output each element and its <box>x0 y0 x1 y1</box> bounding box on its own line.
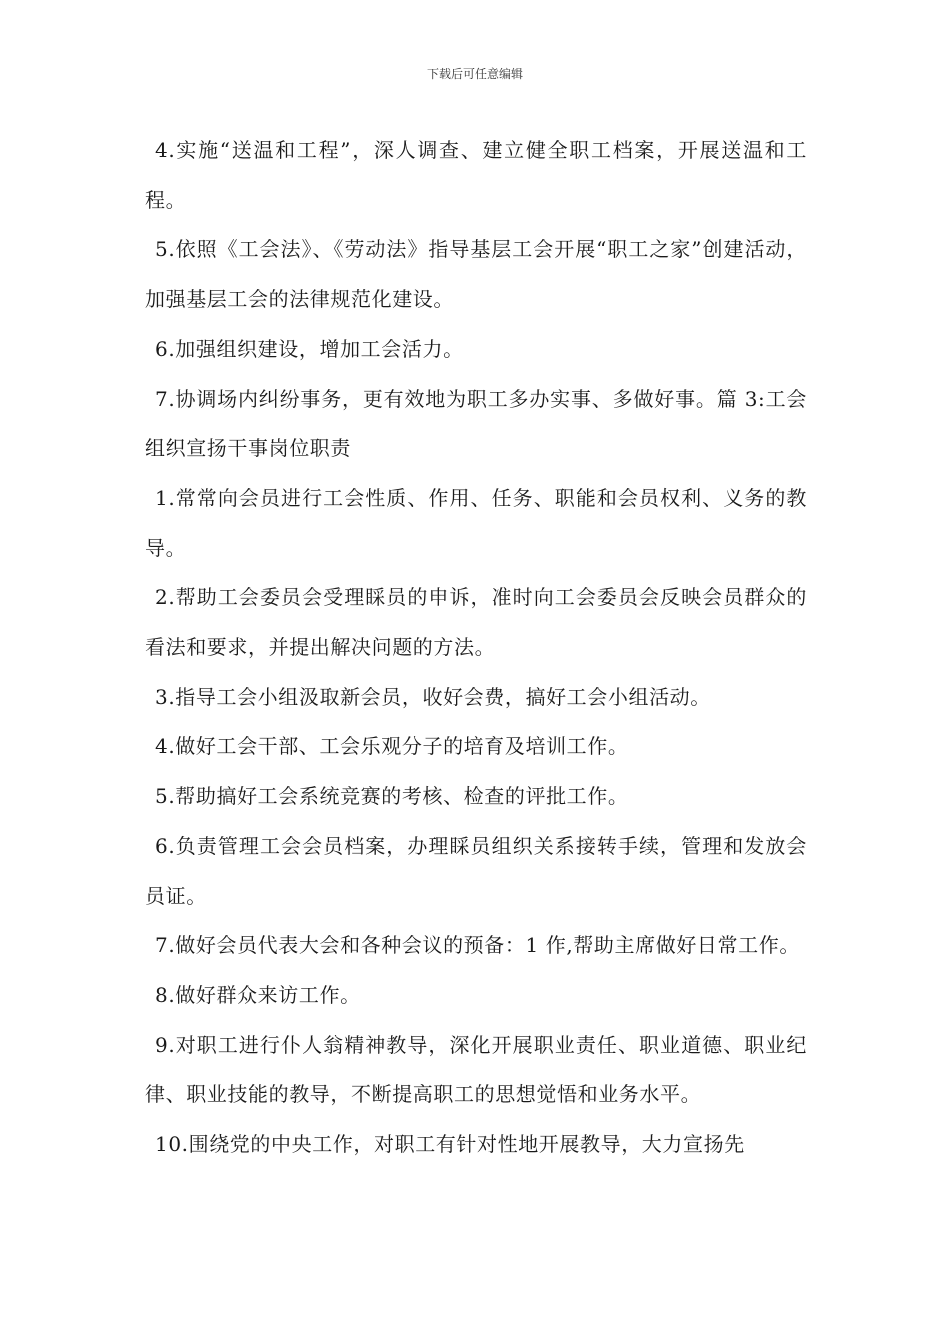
paragraph: 6.加强组织建设，增加工会活力。 <box>155 336 464 361</box>
paragraph: 3.指导工会小组汲取新会员，收好会费，搞好工会小组活动。 <box>155 684 711 709</box>
paragraph: 9.对职工进行仆人翁精神教导，深化开展职业责任、职业道德、职业纪律、职业技能的教导，不断提高职工的思想觉悟和业务水平。 <box>145 1032 807 1107</box>
paragraph: 7.协调场内纠纷事务，更有效地为职工多办实事、多做好事。篇 3:工会组织宣扬干事岗位职责 <box>145 386 807 461</box>
page-header: 下载后可任意编辑 <box>426 67 523 81</box>
paragraph: 2.帮助工会委员会受理睬员的申诉，准时向工会委员会反映会员群众的看法和要求，并提出解决问题的方法。 <box>145 585 807 660</box>
paragraph: 4.实施“送温和工程”，深人调查、建立健全职工档案，开展送温和工程。 <box>145 138 807 212</box>
paragraph: 5.依照《工会法》、《劳动法》指导基层工会开展“职工之家”创建活动，加强基层工会的法律规范化建设。 <box>145 237 807 312</box>
paragraph: 1.常常向会员进行工会性质、作用、任务、职能和会员权利、义务的教导。 <box>145 485 807 560</box>
paragraph: 8.做好群众来访工作。 <box>155 982 361 1007</box>
document-body <box>145 126 807 1170</box>
paragraph: 10.围绕党的中央工作，对职工有针对性地开展教导，大力宣扬先 <box>155 1132 745 1157</box>
paragraph: 7.做好会员代表大会和各种会议的预备：1 作,帮助主席做好日常工作。 <box>155 933 800 958</box>
paragraph: 5.帮助搞好工会系统竞赛的考核、检查的评批工作。 <box>155 784 629 809</box>
paragraph: 4.做好工会干部、工会乐观分子的培育及培训工作。 <box>155 734 629 759</box>
paragraph: 6.负责管理工会会员档案，办理睬员组织关系接转手续，管理和发放会员证。 <box>145 833 807 908</box>
